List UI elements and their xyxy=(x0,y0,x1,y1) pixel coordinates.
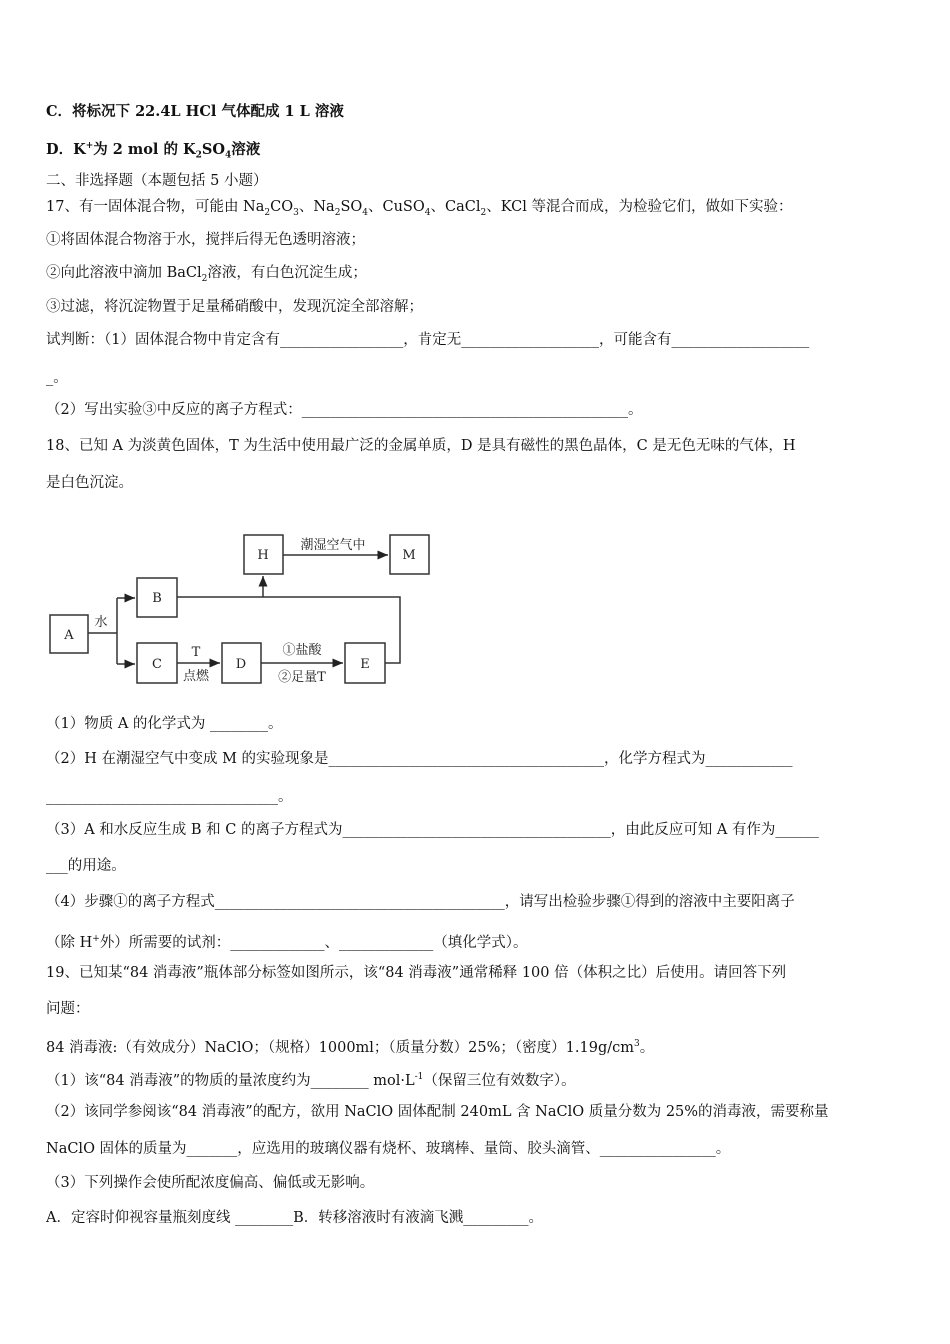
text-segment: 4 xyxy=(225,150,232,161)
text-line xyxy=(46,1208,543,1228)
text-segment: 2 xyxy=(201,273,208,284)
text-segment: 、Na xyxy=(298,199,335,215)
text-segment: （3）下列操作会使所配浓度偏高、偏低或无影响。 xyxy=(46,1175,375,1191)
text-segment: ②向此溶液中滴加 BaCl xyxy=(46,265,202,281)
text-segment: （2）该同学参阅该“84 消毒液”的配方，欲用 NaClO 固体配制 240mL 含 NaClO 质量分数为 25%的消毒液，需要称量 xyxy=(46,1104,829,1120)
text-segment: 是白色沉淀。 xyxy=(46,475,133,491)
text-line xyxy=(46,820,819,840)
node-e: E xyxy=(360,657,370,672)
text-segment: 二、非选择题（本题包括 5 小题） xyxy=(46,173,268,189)
text-segment: 溶液，有白色沉淀生成； xyxy=(207,265,367,281)
text-segment: （1）该“84 消毒液”的物质的量浓度约为________ mol·L xyxy=(46,1072,415,1089)
fork-line xyxy=(88,598,117,664)
text-line xyxy=(46,787,293,807)
text-segment: SO xyxy=(340,199,363,215)
text-line xyxy=(46,1034,654,1058)
text-segment: 、KCl 等混合而成，为检验它们，做如下实验： xyxy=(486,199,793,215)
node-m: M xyxy=(402,548,416,563)
text-segment: 、CaCl xyxy=(430,199,481,215)
label-water: 水 xyxy=(94,615,108,630)
text-segment: 问题： xyxy=(46,1001,90,1017)
text-segment: + xyxy=(85,141,94,151)
text-segment: D．K xyxy=(46,140,86,158)
text-line xyxy=(46,999,90,1019)
text-segment: 84 消毒液:（有效成分）NaClO；（规格）1000ml；（质量分数）25%；（密度）1.19g/cm xyxy=(46,1039,634,1056)
text-segment: 2 xyxy=(195,150,202,161)
text-segment: 试判断：（1）固体混合物中肯定含有_________________，肯定无___________________，可能含有___________________ xyxy=(46,332,810,348)
text-segment: 外）所需要的试剂：_____________、_____________（填化学式）。 xyxy=(99,934,528,951)
text-segment: + xyxy=(92,934,100,944)
label-t: T xyxy=(191,645,201,660)
text-segment: CO xyxy=(270,199,294,215)
text-segment: （除 H xyxy=(46,934,93,951)
label-ignite: 点燃 xyxy=(182,669,210,684)
text-segment: （2）H 在潮湿空气中变成 M 的实验现象是______________________________________，化学方程式为____________ xyxy=(46,751,793,767)
text-segment: 、CuSO xyxy=(368,199,425,215)
text-segment: A．定容时仰视容量瓶刻度线 ________B．转移溶液时有液滴飞溅_________。 xyxy=(46,1210,543,1226)
node-a: A xyxy=(64,628,74,643)
text-segment: 18、已知 A 为淡黄色固体，T 为生活中使用最广泛的金属单质，D 是具有磁性的黑色晶体，C 是无色无味的气体，H xyxy=(46,438,796,454)
text-segment: NaClO 固体的质量为_______，应选用的玻璃仪器有烧杯、玻璃棒、量筒、胶头滴管、________________。 xyxy=(46,1141,731,1157)
text-segment: （4）步骤①的离子方程式________________________________________，请写出检验步骤①得到的溶液中主要阳离子 xyxy=(46,894,795,910)
label-humid-air: 潮湿空气中 xyxy=(300,538,366,553)
text-segment: 。 xyxy=(639,1039,655,1056)
text-line xyxy=(46,856,126,876)
text-segment: （1）物质 A 的化学式为 ________。 xyxy=(46,716,283,732)
text-segment: SO xyxy=(201,140,226,158)
text-line xyxy=(46,749,793,769)
text-line xyxy=(46,963,786,983)
text-segment: ________________________________。 xyxy=(46,789,293,805)
node-b: B xyxy=(152,591,162,606)
text-segment: 溶液 xyxy=(231,140,261,158)
text-segment: ___的用途。 xyxy=(46,858,126,874)
text-segment: 2 xyxy=(264,207,271,218)
text-segment: 4 xyxy=(362,207,368,218)
text-segment: C．将标况下 22.4L HCl 气体配成 1 L 溶液 xyxy=(46,103,344,120)
text-segment: 3 xyxy=(293,207,299,218)
node-c: C xyxy=(152,657,162,672)
text-segment: 为 2 mol 的 K xyxy=(93,140,196,158)
node-d: D xyxy=(235,657,247,672)
text-line xyxy=(46,1102,829,1122)
text-segment: （保留三位有效数字）。 xyxy=(423,1072,576,1089)
text-line xyxy=(46,929,528,953)
text-line xyxy=(46,1139,730,1159)
text-line xyxy=(46,892,795,912)
text-line xyxy=(46,1067,576,1091)
text-segment: 4 xyxy=(424,207,431,218)
text-segment: 19、已知某“84 消毒液”瓶体部分标签如图所示，该“84 消毒液”通常稀释 100 倍（体积之比）后使用。请回答下列 xyxy=(46,965,787,981)
node-h: H xyxy=(257,548,269,563)
label-step1: ①盐酸 xyxy=(282,643,322,658)
text-segment: （3）A 和水反应生成 B 和 C 的离子方程式为_____________________________________，由此反应可知 A 有作为______ xyxy=(46,822,819,838)
text-segment: -1 xyxy=(414,1072,424,1082)
text-line xyxy=(46,1173,374,1193)
text-segment: （2）写出实验③中反应的离子方程式：_____________________________________________。 xyxy=(46,402,643,418)
text-segment: 3 xyxy=(633,1039,640,1049)
text-segment: 17、有一固体混合物，可能由 Na xyxy=(46,199,265,215)
label-step2: ②足量T xyxy=(278,670,326,685)
text-segment: ③过滤，将沉淀物置于足量稀硝酸中，发现沉淀全部溶解； xyxy=(46,299,423,315)
text-segment: 2 xyxy=(480,207,487,218)
text-segment: _。 xyxy=(46,370,68,386)
text-segment: ①将固体混合物溶于水，搅拌后得无色透明溶液； xyxy=(46,232,365,248)
text-segment: 2 xyxy=(334,207,341,218)
